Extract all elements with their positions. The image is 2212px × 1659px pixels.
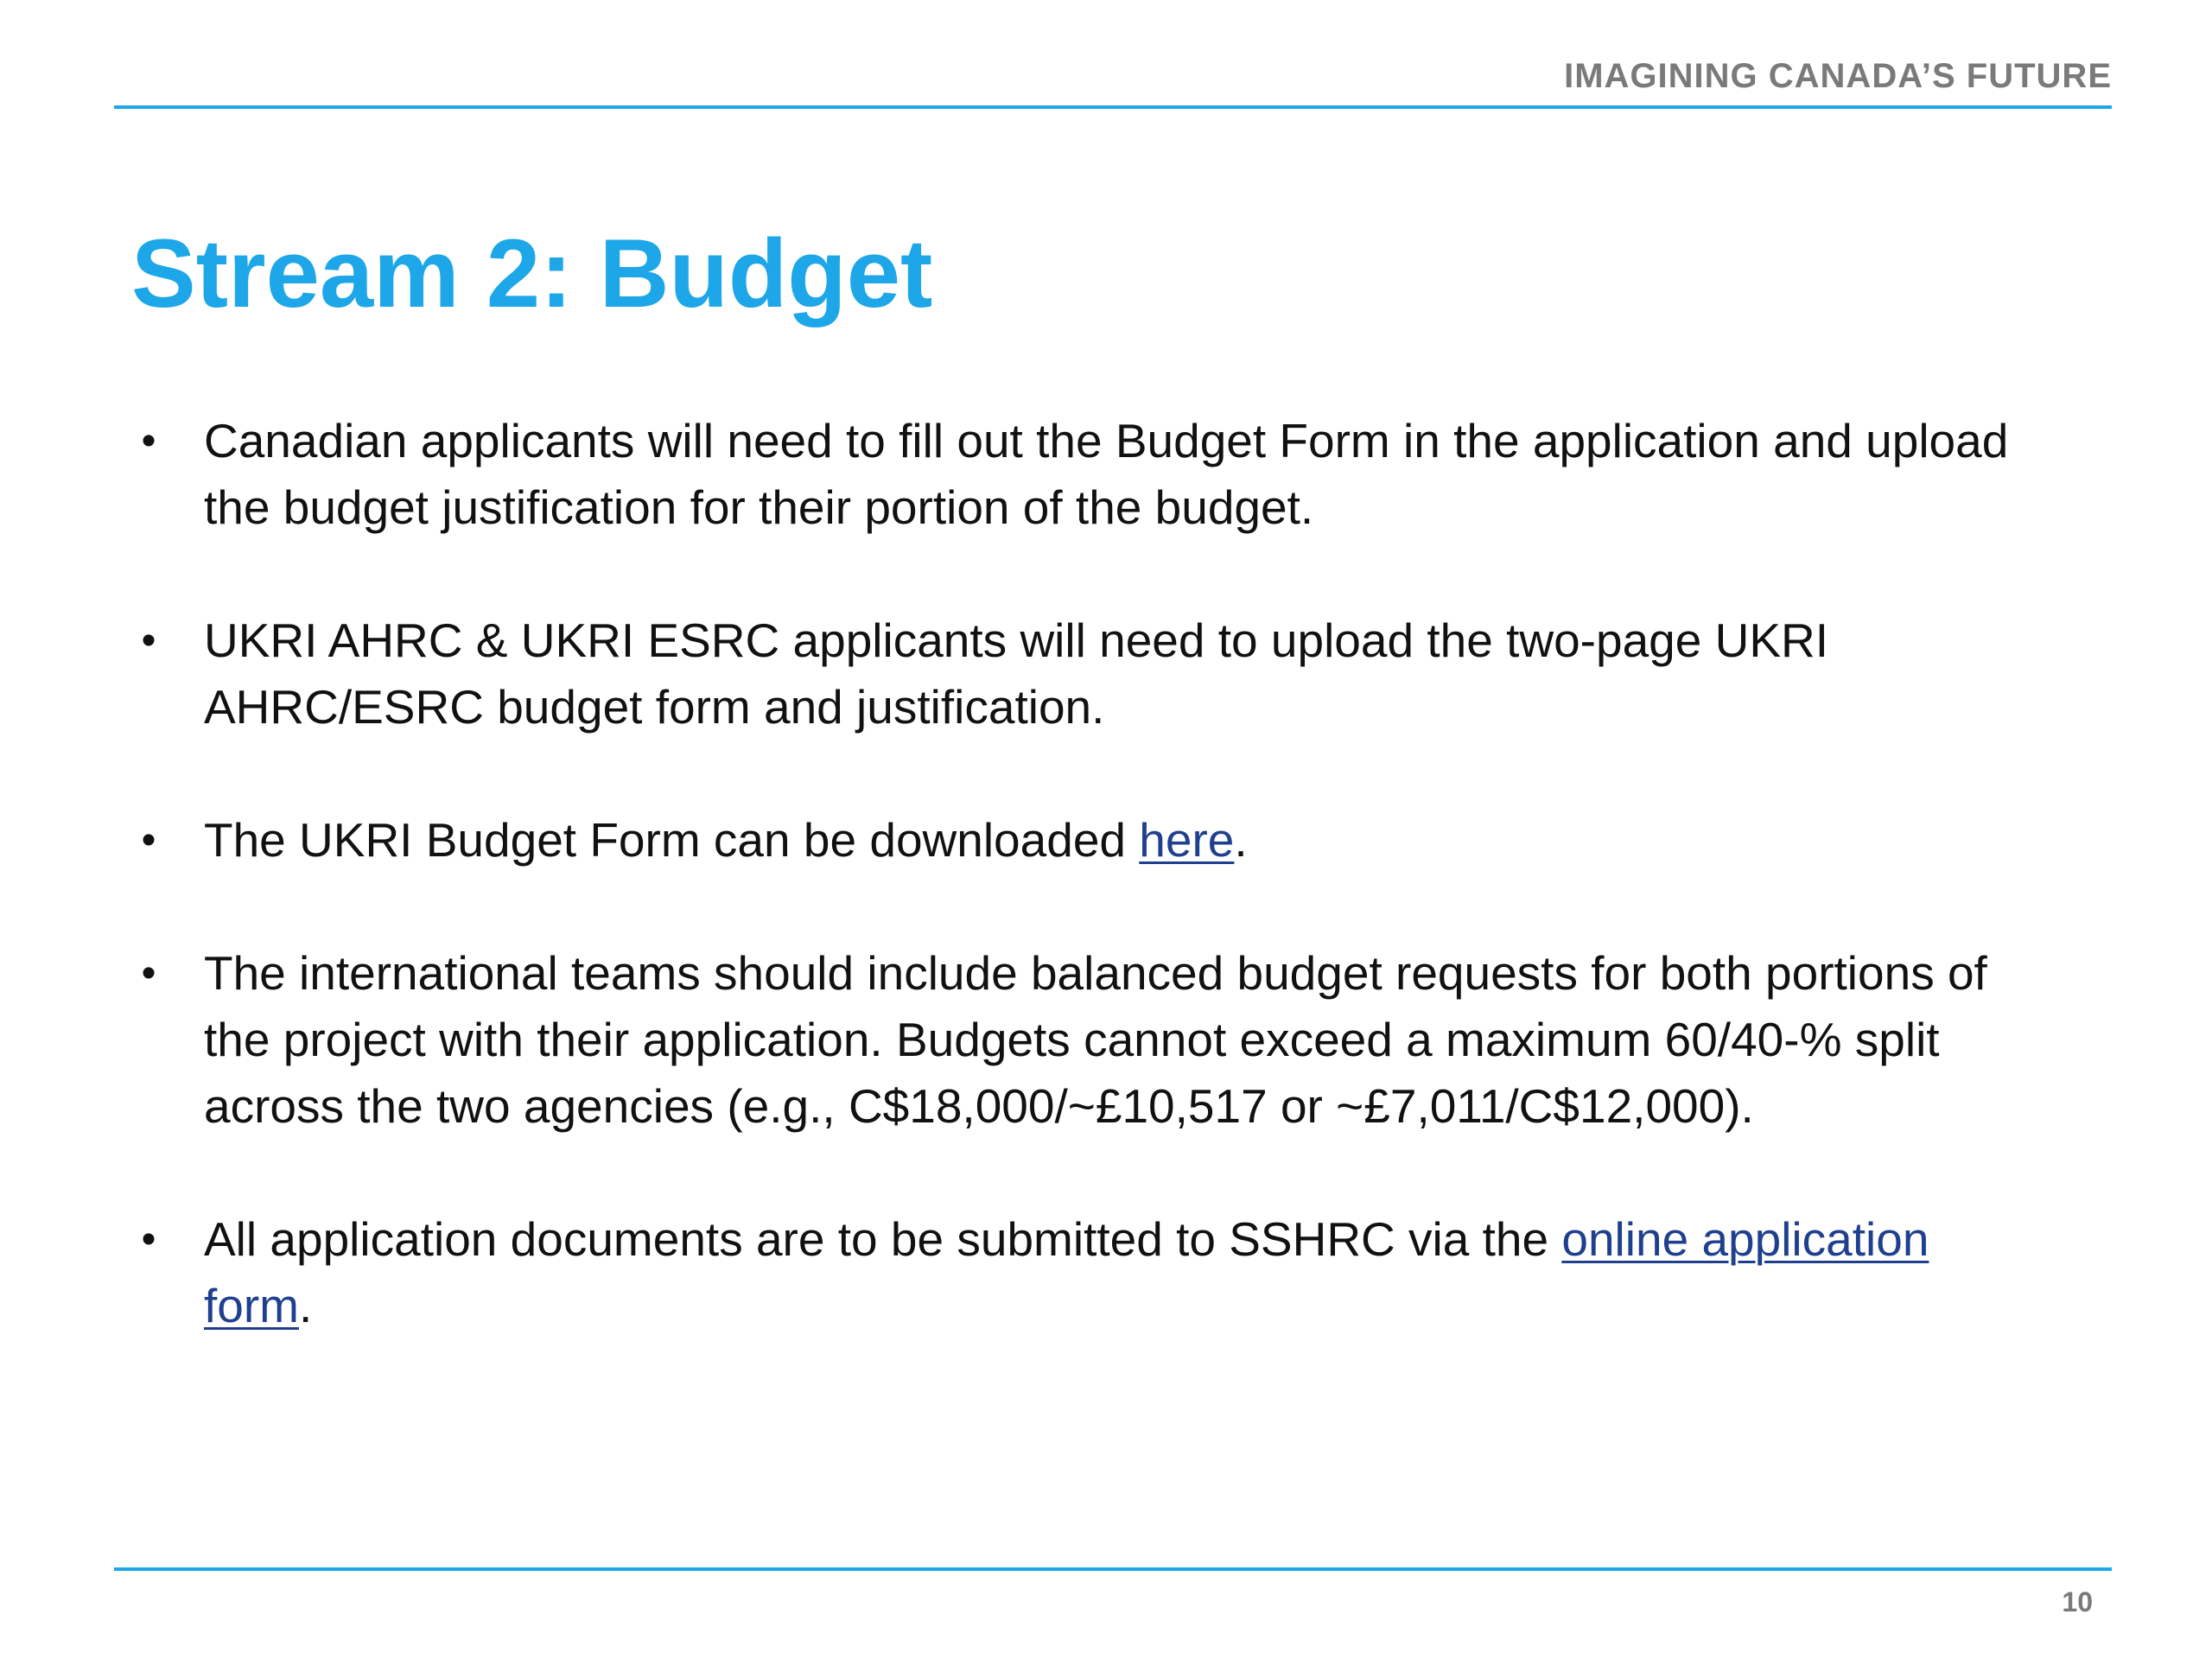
bullet-item-balanced-budget: [141, 940, 2027, 1140]
bullet-marker: •: [141, 618, 156, 664]
bullet-text: The international teams should include balanced budget requests for both portions of the project with their application. Budgets cannot exceed a maximum 60/40-% split across the two agencies (e.g., C$18,000/~£10,517 or ~£7,011/C$12,000).: [204, 946, 1987, 1133]
page-number: 10: [2062, 1586, 2093, 1618]
bullet-item-submission: [141, 1206, 2027, 1339]
bullet-text-after-link: .: [1234, 813, 1248, 867]
bullet-marker: •: [141, 418, 156, 464]
bullet-marker: •: [141, 1217, 156, 1262]
bullet-text: UKRI AHRC & UKRI ESRC applicants will need to upload the two-page UKRI AHRC/ESRC budget form and justification.: [204, 613, 1829, 734]
bullet-text-before-link: The UKRI Budget Form can be downloaded: [204, 813, 1140, 867]
slide-title: Stream 2: Budget: [131, 219, 933, 327]
bottom-divider: [114, 1567, 2112, 1571]
bullet-item-canadian-budget: [141, 408, 2027, 541]
bullet-text: Canadian applicants will need to fill out the Budget Form in the application and upload the budget justification for their portion of the budget.: [204, 414, 2009, 534]
bullet-marker: •: [141, 817, 156, 863]
bullet-item-download-form: [141, 807, 2027, 874]
bullet-marker: •: [141, 950, 156, 996]
online-application-form-link[interactable]: online application form: [204, 1212, 1929, 1332]
bullet-item-ukri-budget-form: [141, 607, 2027, 741]
bullet-text-before-link: All application documents are to be submitted to SSHRC via the: [204, 1212, 1562, 1266]
top-divider: [114, 105, 2112, 109]
bullet-text-after-link: .: [299, 1279, 313, 1332]
bullet-list: [141, 408, 2027, 1406]
header-tagline: IMAGINING CANADA’S FUTURE: [1564, 57, 2112, 95]
here-link[interactable]: here: [1139, 813, 1235, 867]
